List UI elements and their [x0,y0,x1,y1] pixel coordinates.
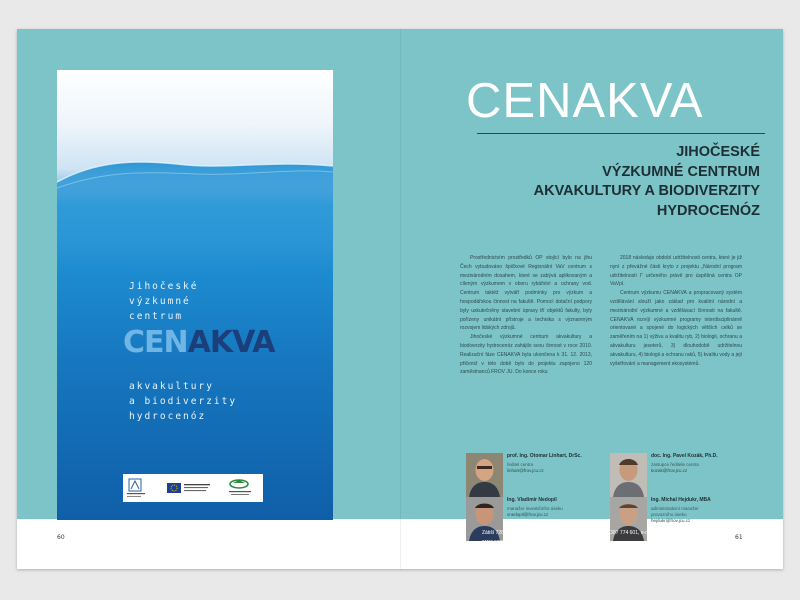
person-name: Ing. Vladimír Nedopil [507,497,557,503]
cover-tagline-line: výzkumné [129,296,191,307]
portrait-photo [610,453,647,497]
op-vavpi-logo [229,480,251,495]
footer-website: www.cenakva.cz [482,539,519,545]
person-email: vnedopil@frov.jcu.cz [507,512,549,517]
cover-tagline-line: a biodiverzity [129,396,238,407]
cover-tagline-line: akvakultury [129,381,214,392]
person-role: administrativní manažer provozního úseku [651,506,699,517]
person-name: prof. Ing. Otomar Linhart, DrSc. [507,453,582,459]
msmt-logo [127,479,145,497]
person-email: linhart@frov.jcu.cz [507,468,544,473]
title-divider [477,133,765,134]
person-card [466,453,616,501]
article-paragraph: Jihočeské výzkumné centrum akvakultury a biodiverzity hydrocenóz zahájilo svou činnost v roce 2010. Realizační fáze CENAKVA byla ukončena k 31. 12. 2013, přičemž v této době bylo do projektu zapojeno 120 zaměstnanců FROV JU. Do konce roku [460,334,592,376]
subtitle-line: AKVAKULTURY A BIODIVERZITY [533,183,760,199]
subtitle-line: JIHOČESKÉ [676,144,760,160]
cover-tagline-line: hydrocenóz [129,411,207,422]
article-title: CENAKVA [466,74,704,128]
page-number-right: 61 [735,534,743,541]
cenakva-logo [123,325,275,360]
article-column-1 [460,254,592,377]
logo-part-akva: AKVA [187,325,275,360]
logo-part-cen: CEN [123,325,188,360]
footer-address: Zátiší 728/II, 389 25 Vodňany, Česká republika, tel.: +420 387 774 601, e-mail: sekretar@frov.jcu.cz [482,530,703,536]
page-fold [400,29,401,569]
person-role: ředitel centra [507,462,534,467]
person-name: doc. Ing. Pavel Kozák, Ph.D. [651,453,718,459]
person-role: manažer investičního úseku [507,506,563,511]
magazine-spread [17,29,783,569]
person-card [610,453,760,501]
portrait-photo [466,453,503,497]
contact-footer [482,529,772,547]
eu-flag-logo [167,483,210,493]
article-subtitle [480,143,760,221]
article-paragraph: Centrum výzkumu CENAKVA a propracovaný systém vzdělávání slouží jako základ pro kvalitní národní a mezinárodní výzkumné a vzdělávací činnosti na fakultě. CENAKVA rozvíjí výzkumné programy interdisciplinárně orientované a spojené do logických větších celků se zaměřením na 1) výživu a kvalitu ryb, 2) biologii, ochranu a akvakulturu jeseterů, 3) dlouhodobě udržitelnou akvakulturu, 4) biologii a ochranu raků, 5) kvalitu vody a její vyšetřování a management ekosystémů. [610,290,742,367]
article-paragraph: Prostřednictvím prostředků OP stojící bylo na jihu Čech vybudováno špičkové Regionální VaV centrum s mezinárodním dosahem, které se zabývá aplikovaným a cíleným výzkumem v oboru rybářství a ochrany vod. Centrum taktéž vytváří podmínky pro výzkum a hospodářskou činnost na fakultě. Pomocí dotační podpory byly uskutečněny stavební úpravy tří objektů fakulty, byly pořízeny unikátní přístroje a technika s významným rozvojem lidských zdrojů. [460,255,592,332]
person-email: kozak@frov.jcu.cz [651,468,688,473]
page-number-left: 60 [57,534,65,541]
person-email: hejdukr@frov.jcu.cz [651,518,691,523]
subtitle-line: VÝZKUMNÉ CENTRUM [602,163,760,180]
person-role: zástupce ředitele centra [651,462,699,467]
water-wave-graphic [57,130,333,250]
article-paragraph: 2018 následuje období udržitelnosti centra, které je již nyní z převážné části kryto z projektu „Národní program udržitelnosti I“ určeného právě pro úspěšná centra OP VaVpI. [610,255,742,288]
sponsor-logo-strip [123,474,263,502]
subtitle-line: HYDROCENÓZ [656,202,760,219]
book-cover [57,70,333,520]
article-column-2 [610,254,742,368]
cover-tagline-line: centrum [129,311,184,322]
cover-tagline-line: Jihočeské [129,281,199,292]
person-name: Ing. Michal Hejdukr, MBA [651,497,711,503]
